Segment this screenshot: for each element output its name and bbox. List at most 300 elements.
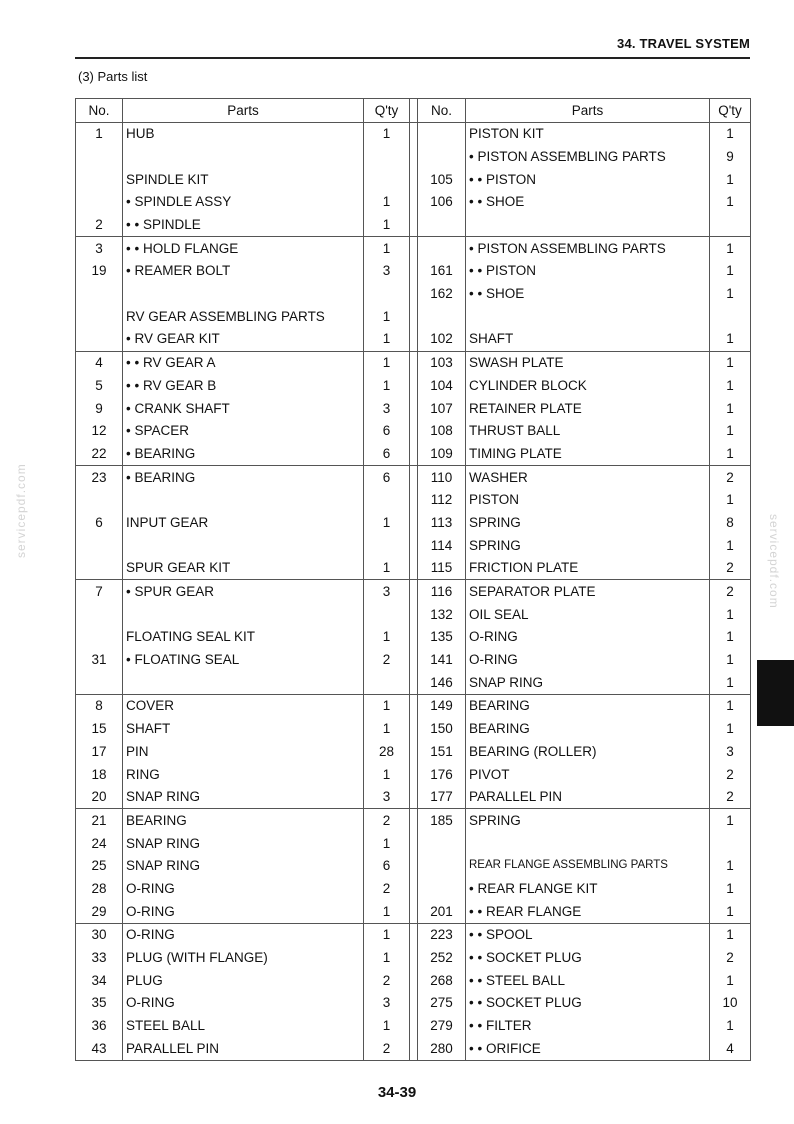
part-name: • • SPOOL (466, 923, 710, 946)
part-name: WASHER (466, 466, 710, 489)
item-number: 108 (418, 420, 466, 443)
column-gap (410, 213, 418, 236)
column-gap (410, 283, 418, 306)
part-name (123, 603, 364, 626)
column-gap (410, 122, 418, 145)
item-number: 4 (76, 351, 123, 374)
part-name: SPINDLE KIT (123, 168, 364, 191)
column-gap (410, 649, 418, 672)
quantity: 8 (710, 511, 751, 534)
table-row (76, 122, 751, 145)
column-gap (410, 260, 418, 283)
item-number: 161 (418, 260, 466, 283)
part-name: HUB (123, 122, 364, 145)
part-name: RETAINER PLATE (466, 397, 710, 420)
item-number: 31 (76, 649, 123, 672)
part-name: • SPUR GEAR (123, 580, 364, 603)
item-number: 15 (76, 718, 123, 741)
header-parts: Parts (466, 99, 710, 123)
column-gap (410, 374, 418, 397)
table-row (76, 168, 751, 191)
table-row (76, 786, 751, 809)
table-row (76, 694, 751, 717)
item-number: 135 (418, 626, 466, 649)
item-number: 252 (418, 946, 466, 969)
part-name: BEARING (466, 694, 710, 717)
item-number: 106 (418, 191, 466, 214)
item-number: 22 (76, 442, 123, 465)
item-number (76, 328, 123, 351)
table-row (76, 534, 751, 557)
quantity: 1 (710, 923, 751, 946)
quantity: 2 (364, 649, 410, 672)
part-name: • REAMER BOLT (123, 260, 364, 283)
part-name (123, 283, 364, 306)
part-name (123, 489, 364, 512)
table-row (76, 1037, 751, 1060)
item-number: 177 (418, 786, 466, 809)
table-row (76, 191, 751, 214)
quantity: 6 (364, 442, 410, 465)
column-gap (410, 1037, 418, 1060)
column-gap (410, 168, 418, 191)
part-name: RING (123, 763, 364, 786)
parts-table (75, 98, 751, 1061)
part-name: FLOATING SEAL KIT (123, 626, 364, 649)
column-gap (410, 946, 418, 969)
item-number: 268 (418, 969, 466, 992)
column-gap (410, 466, 418, 489)
part-name: • • SHOE (466, 191, 710, 214)
header-rule (75, 57, 750, 59)
column-gap (410, 351, 418, 374)
quantity (364, 168, 410, 191)
item-number: 141 (418, 649, 466, 672)
quantity: 1 (364, 237, 410, 260)
quantity: 2 (710, 946, 751, 969)
quantity: 2 (710, 786, 751, 809)
column-gap (410, 191, 418, 214)
part-name (123, 671, 364, 694)
item-number: 25 (76, 855, 123, 878)
quantity: 1 (364, 511, 410, 534)
item-number: 19 (76, 260, 123, 283)
table-row (76, 305, 751, 328)
quantity: 1 (710, 626, 751, 649)
header-qty: Q'ty (364, 99, 410, 123)
part-name (466, 213, 710, 236)
quantity: 1 (710, 809, 751, 832)
item-number: 17 (76, 740, 123, 763)
item-number: 5 (76, 374, 123, 397)
table-header-row (76, 99, 751, 123)
item-number: 110 (418, 466, 466, 489)
column-gap (410, 809, 418, 832)
table-row (76, 671, 751, 694)
item-number: 132 (418, 603, 466, 626)
part-name: • REAR FLANGE KIT (466, 877, 710, 900)
item-number (76, 626, 123, 649)
quantity (364, 534, 410, 557)
part-name: SPRING (466, 511, 710, 534)
header-no: No. (418, 99, 466, 123)
quantity: 10 (710, 992, 751, 1015)
part-name: • • PISTON (466, 168, 710, 191)
part-name: PIVOT (466, 763, 710, 786)
column-gap (410, 305, 418, 328)
item-number: 1 (76, 122, 123, 145)
item-number: 18 (76, 763, 123, 786)
quantity: 1 (364, 1015, 410, 1038)
quantity: 1 (710, 283, 751, 306)
item-number: 162 (418, 283, 466, 306)
quantity: 2 (364, 809, 410, 832)
part-name: REAR FLANGE ASSEMBLING PARTS (466, 855, 710, 878)
quantity: 1 (364, 122, 410, 145)
column-gap (410, 671, 418, 694)
table-row (76, 466, 751, 489)
quantity: 1 (364, 763, 410, 786)
quantity (364, 283, 410, 306)
quantity: 1 (710, 442, 751, 465)
quantity: 3 (364, 260, 410, 283)
quantity: 3 (364, 992, 410, 1015)
quantity (364, 603, 410, 626)
table-row (76, 442, 751, 465)
quantity: 2 (710, 580, 751, 603)
table-row (76, 420, 751, 443)
quantity: 1 (710, 420, 751, 443)
item-number (76, 603, 123, 626)
part-name: O-RING (466, 626, 710, 649)
quantity: 1 (710, 374, 751, 397)
item-number (418, 877, 466, 900)
table-row (76, 855, 751, 878)
quantity: 1 (710, 694, 751, 717)
quantity: 3 (364, 397, 410, 420)
quantity: 1 (710, 191, 751, 214)
page-number: 34-39 (377, 1084, 417, 1101)
quantity: 1 (710, 718, 751, 741)
quantity: 3 (364, 580, 410, 603)
table-row (76, 900, 751, 923)
column-gap (410, 855, 418, 878)
quantity: 1 (364, 351, 410, 374)
quantity: 6 (364, 420, 410, 443)
table-row (76, 740, 751, 763)
quantity (710, 305, 751, 328)
item-number (418, 237, 466, 260)
table-row (76, 374, 751, 397)
item-number (418, 855, 466, 878)
table-row (76, 969, 751, 992)
item-number (76, 145, 123, 168)
item-number: 3 (76, 237, 123, 260)
item-number: 223 (418, 923, 466, 946)
part-name: PIN (123, 740, 364, 763)
table-row (76, 923, 751, 946)
quantity: 1 (710, 900, 751, 923)
column-gap (410, 580, 418, 603)
part-name: • • SPINDLE (123, 213, 364, 236)
item-number (76, 305, 123, 328)
column-gap (410, 740, 418, 763)
column-gap (410, 442, 418, 465)
part-name: • • RV GEAR B (123, 374, 364, 397)
item-number: 150 (418, 718, 466, 741)
quantity: 1 (710, 328, 751, 351)
item-number: 29 (76, 900, 123, 923)
column-gap (410, 603, 418, 626)
item-number: 21 (76, 809, 123, 832)
column-gap (410, 969, 418, 992)
quantity: 1 (710, 489, 751, 512)
column-gap (410, 626, 418, 649)
part-name: SWASH PLATE (466, 351, 710, 374)
column-gap (410, 694, 418, 717)
part-name: INPUT GEAR (123, 511, 364, 534)
item-number: 2 (76, 213, 123, 236)
part-name: CYLINDER BLOCK (466, 374, 710, 397)
item-number: 280 (418, 1037, 466, 1060)
quantity: 3 (364, 786, 410, 809)
quantity: 4 (710, 1037, 751, 1060)
item-number: 36 (76, 1015, 123, 1038)
quantity (364, 145, 410, 168)
part-name: SPRING (466, 534, 710, 557)
table-row (76, 763, 751, 786)
column-gap (410, 237, 418, 260)
quantity: 2 (710, 466, 751, 489)
watermark-right: servicepdf.com (767, 514, 781, 609)
header-no: No. (76, 99, 123, 123)
table-row (76, 832, 751, 855)
item-number: 113 (418, 511, 466, 534)
quantity: 2 (364, 877, 410, 900)
quantity: 9 (710, 145, 751, 168)
parts-table-body (76, 122, 751, 1060)
column-gap (410, 900, 418, 923)
quantity (364, 671, 410, 694)
column-gap (410, 99, 418, 123)
item-number: 9 (76, 397, 123, 420)
quantity: 1 (364, 374, 410, 397)
part-name (123, 534, 364, 557)
table-row (76, 351, 751, 374)
part-name: FRICTION PLATE (466, 557, 710, 580)
part-name: • • FILTER (466, 1015, 710, 1038)
table-row (76, 283, 751, 306)
item-number (418, 213, 466, 236)
column-gap (410, 489, 418, 512)
item-number: 104 (418, 374, 466, 397)
part-name: O-RING (123, 992, 364, 1015)
part-name: PISTON KIT (466, 122, 710, 145)
quantity: 1 (364, 305, 410, 328)
table-row (76, 260, 751, 283)
quantity: 6 (364, 466, 410, 489)
table-row (76, 603, 751, 626)
column-gap (410, 557, 418, 580)
table-row (76, 877, 751, 900)
part-name (123, 145, 364, 168)
item-number: 105 (418, 168, 466, 191)
part-name: • BEARING (123, 442, 364, 465)
table-row (76, 511, 751, 534)
column-gap (410, 397, 418, 420)
part-name: • • SOCKET PLUG (466, 946, 710, 969)
table-row (76, 489, 751, 512)
column-gap (410, 786, 418, 809)
part-name: SPRING (466, 809, 710, 832)
quantity: 1 (364, 923, 410, 946)
part-name: OIL SEAL (466, 603, 710, 626)
quantity: 6 (364, 855, 410, 878)
quantity: 2 (364, 969, 410, 992)
part-name (466, 305, 710, 328)
item-number: 107 (418, 397, 466, 420)
quantity: 1 (364, 946, 410, 969)
part-name: COVER (123, 694, 364, 717)
column-gap (410, 534, 418, 557)
part-name: TIMING PLATE (466, 442, 710, 465)
table-row (76, 145, 751, 168)
item-number (76, 534, 123, 557)
column-gap (410, 992, 418, 1015)
part-name: • • HOLD FLANGE (123, 237, 364, 260)
part-name: SNAP RING (123, 832, 364, 855)
item-number (76, 671, 123, 694)
part-name: STEEL BALL (123, 1015, 364, 1038)
part-name: • • SHOE (466, 283, 710, 306)
item-number: 20 (76, 786, 123, 809)
part-name: PLUG (123, 969, 364, 992)
column-gap (410, 1015, 418, 1038)
part-name: • • RV GEAR A (123, 351, 364, 374)
column-gap (410, 420, 418, 443)
part-name: RV GEAR ASSEMBLING PARTS (123, 305, 364, 328)
part-name: BEARING (ROLLER) (466, 740, 710, 763)
quantity: 1 (364, 832, 410, 855)
part-name: O-RING (123, 900, 364, 923)
part-name: BEARING (123, 809, 364, 832)
table-row (76, 626, 751, 649)
item-number: 185 (418, 809, 466, 832)
item-number: 6 (76, 511, 123, 534)
column-gap (410, 511, 418, 534)
column-gap (410, 763, 418, 786)
quantity: 1 (710, 122, 751, 145)
part-name: • • PISTON (466, 260, 710, 283)
quantity: 1 (364, 191, 410, 214)
table-row (76, 1015, 751, 1038)
part-name: • FLOATING SEAL (123, 649, 364, 672)
item-number: 275 (418, 992, 466, 1015)
item-number: 33 (76, 946, 123, 969)
column-gap (410, 145, 418, 168)
quantity: 1 (710, 1015, 751, 1038)
table-row (76, 946, 751, 969)
column-gap (410, 877, 418, 900)
part-name: O-RING (123, 877, 364, 900)
chapter-tab (757, 660, 794, 726)
quantity: 1 (710, 649, 751, 672)
quantity: 1 (364, 718, 410, 741)
item-number: 103 (418, 351, 466, 374)
item-number: 151 (418, 740, 466, 763)
item-number: 35 (76, 992, 123, 1015)
part-name: PARALLEL PIN (123, 1037, 364, 1060)
part-name: • • SOCKET PLUG (466, 992, 710, 1015)
item-number: 34 (76, 969, 123, 992)
item-number: 43 (76, 1037, 123, 1060)
item-number: 12 (76, 420, 123, 443)
item-number: 8 (76, 694, 123, 717)
item-number: 112 (418, 489, 466, 512)
part-name: • SPINDLE ASSY (123, 191, 364, 214)
table-row (76, 992, 751, 1015)
item-number (418, 145, 466, 168)
part-name: • • REAR FLANGE (466, 900, 710, 923)
page-section-title: 34. TRAVEL SYSTEM (617, 36, 750, 51)
part-name: SNAP RING (123, 786, 364, 809)
part-name: SEPARATOR PLATE (466, 580, 710, 603)
quantity: 1 (364, 213, 410, 236)
table-row (76, 557, 751, 580)
table-row (76, 809, 751, 832)
quantity: 1 (364, 900, 410, 923)
part-name: • • ORIFICE (466, 1037, 710, 1060)
quantity: 1 (364, 626, 410, 649)
part-name: • BEARING (123, 466, 364, 489)
item-number (76, 489, 123, 512)
header-parts: Parts (123, 99, 364, 123)
quantity: 28 (364, 740, 410, 763)
header-qty: Q'ty (710, 99, 751, 123)
table-row (76, 397, 751, 420)
column-gap (410, 718, 418, 741)
quantity: 1 (710, 969, 751, 992)
item-number: 30 (76, 923, 123, 946)
quantity (710, 213, 751, 236)
item-number (76, 168, 123, 191)
item-number (76, 283, 123, 306)
table-row (76, 718, 751, 741)
part-name: • RV GEAR KIT (123, 328, 364, 351)
part-name: • SPACER (123, 420, 364, 443)
quantity: 1 (710, 237, 751, 260)
part-name: SHAFT (123, 718, 364, 741)
item-number: 23 (76, 466, 123, 489)
item-number: 146 (418, 671, 466, 694)
quantity: 3 (710, 740, 751, 763)
table-row (76, 237, 751, 260)
item-number (418, 832, 466, 855)
part-name: SNAP RING (466, 671, 710, 694)
quantity: 1 (364, 694, 410, 717)
quantity: 1 (710, 534, 751, 557)
table-row (76, 649, 751, 672)
part-name: PISTON (466, 489, 710, 512)
part-name: • CRANK SHAFT (123, 397, 364, 420)
quantity: 1 (364, 328, 410, 351)
item-number: 114 (418, 534, 466, 557)
quantity: 1 (710, 603, 751, 626)
part-name (466, 832, 710, 855)
quantity: 2 (710, 557, 751, 580)
quantity: 2 (710, 763, 751, 786)
item-number (76, 191, 123, 214)
